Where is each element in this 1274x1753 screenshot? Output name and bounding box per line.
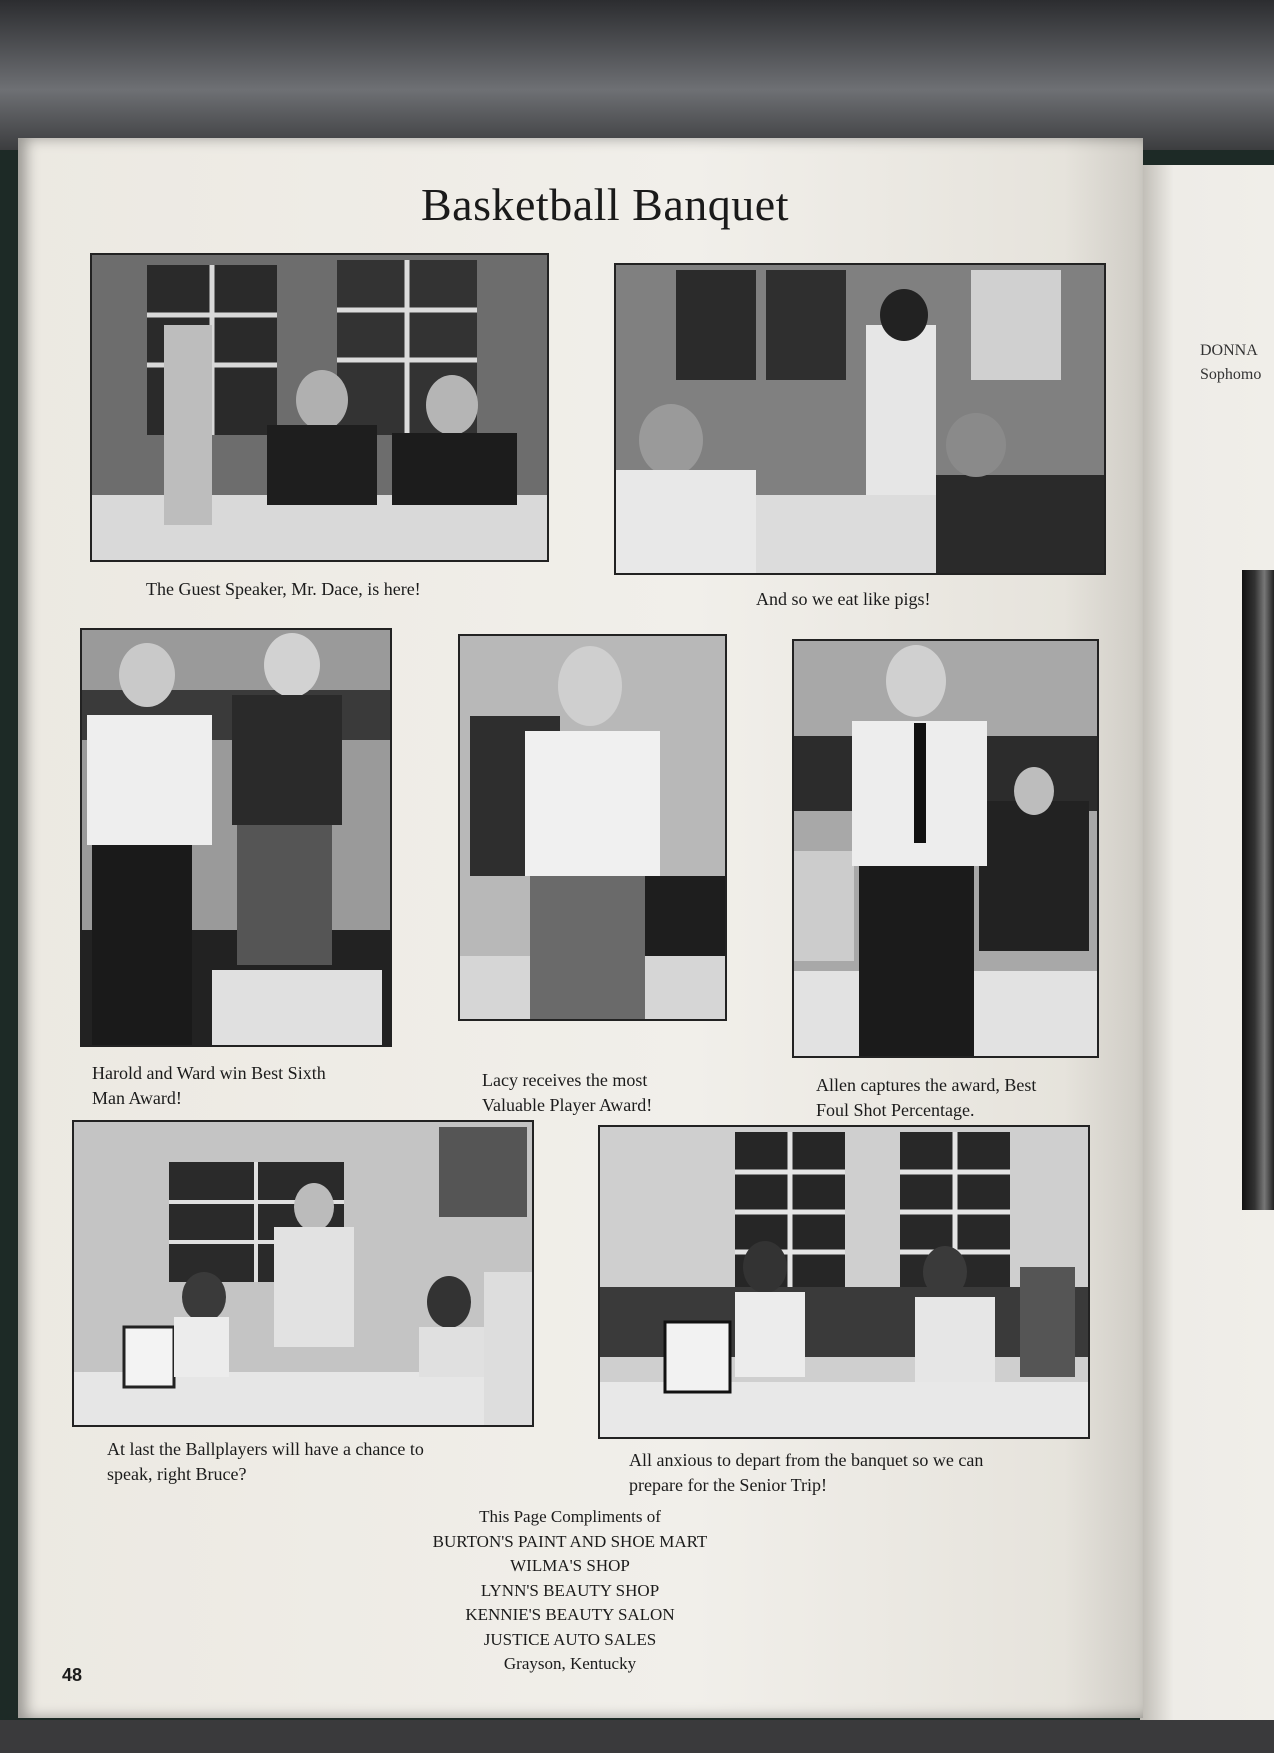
caption-allen-line1: Allen captures the award, Best: [816, 1075, 1037, 1095]
caption-depart-line2: prepare for the Senior Trip!: [629, 1475, 827, 1495]
photo-depart: [598, 1125, 1090, 1439]
caption-lacy-line2: Valuable Player Award!: [482, 1095, 653, 1115]
adjacent-page-name: DONNA: [1200, 342, 1258, 359]
photo-allen: [792, 639, 1099, 1058]
photo-eating: [614, 263, 1106, 575]
sponsor-lynns: LYNN'S BEAUTY SHOP: [480, 1580, 660, 1600]
sponsor-burtons: BURTON'S PAINT AND SHOE MART: [432, 1531, 708, 1551]
sponsor-location: Grayson, Kentucky: [503, 1654, 637, 1673]
caption-allen-line2: Foul Shot Percentage.: [816, 1100, 975, 1120]
sponsor-kennies: KENNIE'S BEAUTY SALON: [465, 1605, 675, 1624]
credits-heading: This Page Compliments of: [479, 1507, 661, 1526]
caption-harold-ward-line1: Harold and Ward win Best Sixth: [92, 1063, 326, 1083]
photo-lacy: [458, 634, 727, 1021]
scanner-background-top: [0, 0, 1274, 150]
adjacent-page-class: Sophomo: [1200, 366, 1262, 383]
caption-depart-line1: All anxious to depart from the banquet so we can: [629, 1450, 984, 1470]
photo-ballplayers: [72, 1120, 534, 1427]
adjacent-page-photo: [1242, 570, 1274, 1210]
caption-eating: And so we eat like pigs!: [756, 589, 931, 609]
caption-lacy-line1: Lacy receives the most: [482, 1070, 648, 1090]
photo-guest-speaker: [90, 253, 549, 562]
scanner-background-bottom: [0, 1720, 1274, 1753]
photo-harold-ward: [80, 628, 392, 1047]
page-title: Basketball Banquet: [421, 179, 789, 230]
page-number: 48: [62, 1665, 83, 1685]
sponsor-credits: [370, 1505, 770, 1677]
caption-guest-speaker: The Guest Speaker, Mr. Dace, is here!: [146, 579, 421, 599]
caption-harold-ward-line2: Man Award!: [92, 1088, 182, 1108]
sponsor-justice: JUSTICE AUTO SALES: [483, 1629, 657, 1649]
caption-ballplayers-line2: speak, right Bruce?: [107, 1464, 247, 1484]
sponsor-wilmas: WILMA'S SHOP: [510, 1556, 630, 1575]
caption-ballplayers-line1: At last the Ballplayers will have a chance to: [107, 1439, 424, 1459]
